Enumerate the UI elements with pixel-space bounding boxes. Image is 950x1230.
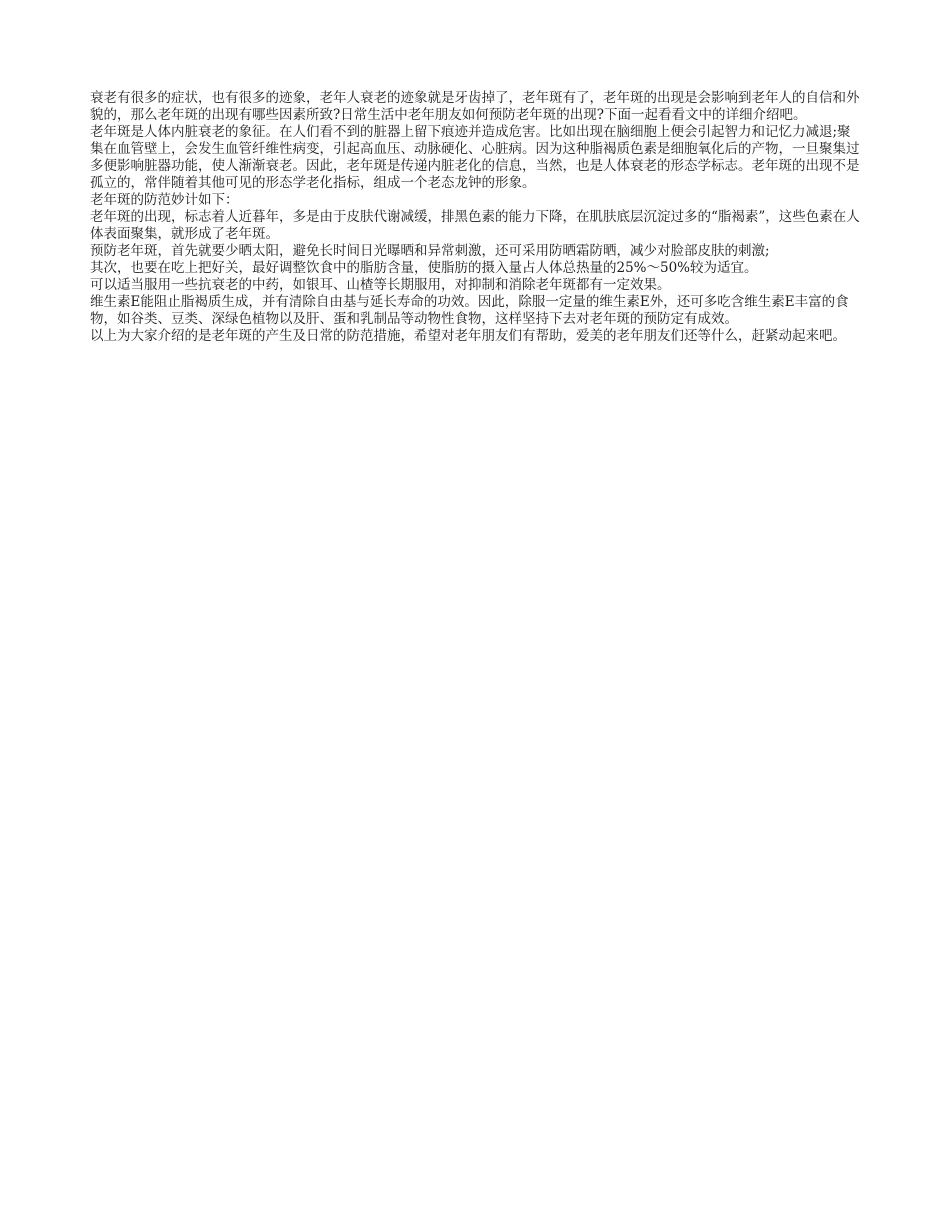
paragraph-diet: 其次，也要在吃上把好关，最好调整饮食中的脂肪含量，使脂肪的摄入量占人体总热量的25%～50%较为适宜。 bbox=[90, 260, 758, 276]
paragraph-intro: 衰老有很多的症状，也有很多的迹象，老年人衰老的迹象就是牙齿掉了，老年斑有了，老年斑的出现是会影响到老年人的自信和外貌的，那么老年斑的出现有哪些因素所致?日常生活中老年朋友如何预防老年斑的出现?下面一起看看文中的详细介绍吧。 bbox=[90, 90, 860, 123]
paragraph-internal-aging: 老年斑是人体内脏衰老的象征。在人们看不到的脏器上留下痕迹并造成危害。比如出现在脑细胞上便会引起智力和记忆力减退;聚集在血管壁上，会发生血管纤维性病变，引起高血压、动脉硬化、心脏病。因为这种脂褐质色素是细胞氧化后的产物，一旦聚集过多便影响脏器功能，使人渐渐衰老。因此，老年斑是传递内脏老化的信息，当然，也是人体衰老的形态学标志。老年斑的出现不是孤立的，常伴随着其他可见的形态学老化指标，组成一个老态龙钟的形象。 bbox=[90, 124, 860, 191]
paragraph-conclusion: 以上为大家介绍的是老年斑的产生及日常的防范措施，希望对老年朋友们有帮助，爱美的老年朋友们还等什么，赶紧动起来吧。 bbox=[90, 328, 846, 344]
paragraph-prevention-heading: 老年斑的防范妙计如下： bbox=[90, 192, 239, 208]
paragraph-herbal-medicine: 可以适当服用一些抗衰老的中药，如银耳、山楂等长期服用，对抑制和消除老年斑都有一定效果。 bbox=[90, 277, 671, 293]
paragraph-sun-protection: 预防老年斑，首先就要少晒太阳，避免长时间日光曝晒和异常刺激，还可采用防晒霜防晒，减少对脸部皮肤的刺激; bbox=[90, 243, 770, 259]
paragraph-cause: 老年斑的出现，标志着人近暮年，多是由于皮肤代谢减缓，排黑色素的能力下降，在肌肤底层沉淀过多的“脂褐素”，这些色素在人体表面聚集，就形成了老年斑。 bbox=[90, 209, 860, 242]
paragraph-vitamin-e: 维生素E能阻止脂褐质生成，并有清除自由基与延长寿命的功效。因此，除服一定量的维生素E外，还可多吃含维生素E丰富的食物，如谷类、豆类、深绿色植物以及肝、蛋和乳制品等动物性食物，这样坚持下去对老年斑的预防定有成效。 bbox=[90, 294, 849, 327]
document-page bbox=[90, 90, 862, 345]
